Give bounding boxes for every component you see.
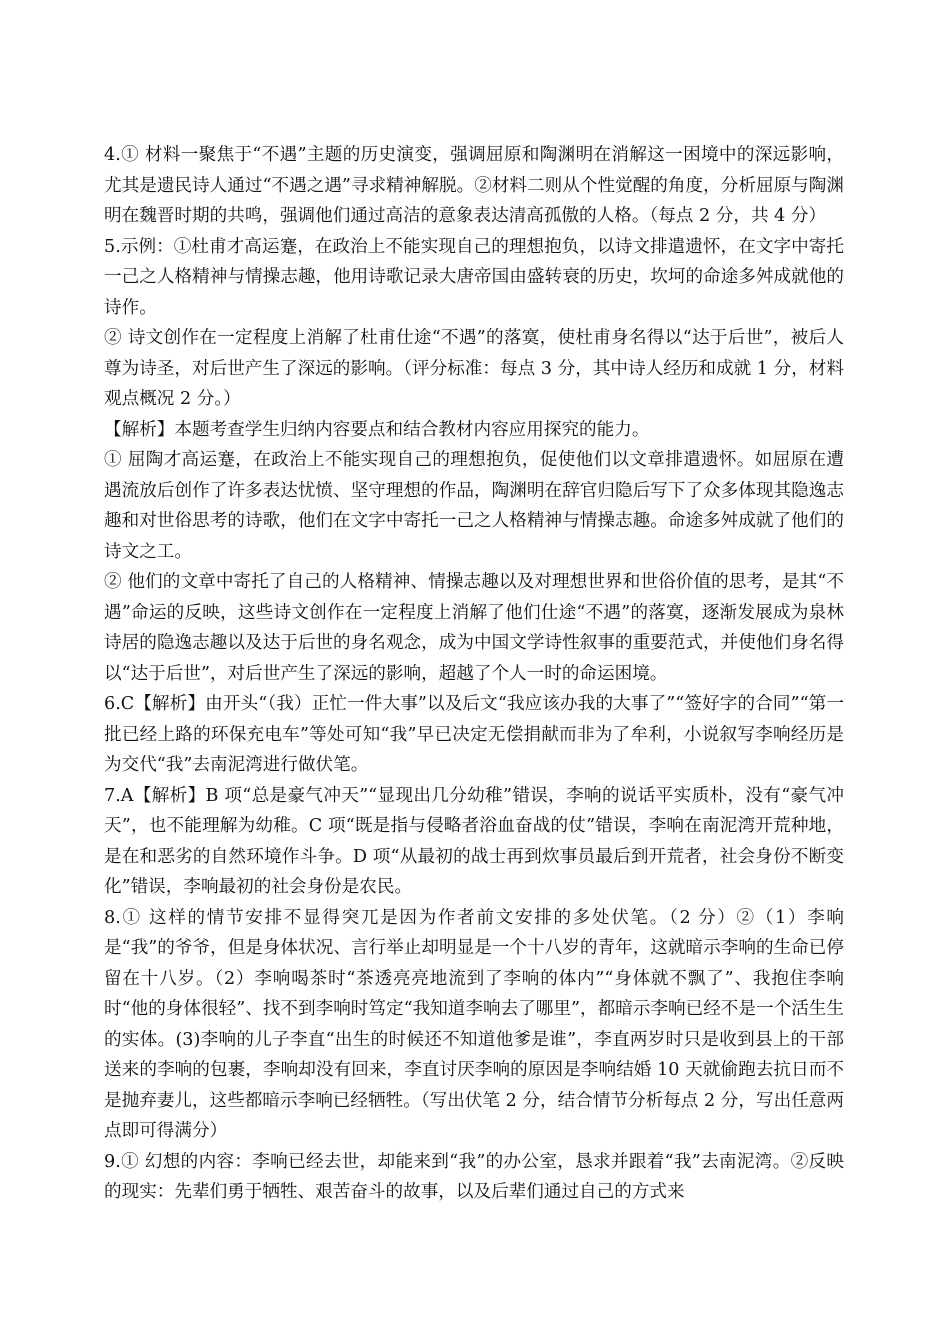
answer-7: 7.A【解析】B 项“总是豪气冲天”“显现出几分幼稚”错误，李响的说话平实质朴，没有“豪气冲天”，也不能理解为幼稚。C 项“既是指与侵略者浴血奋战的仗”错误，李响在南泥湾开荒种地，是在和恶劣的自然环境作斗争。D 项“从最初的战士再到炊事员最后到开荒者，社会身份不断变化”错误，李响最初的社会身份是农民。 [104, 785, 844, 897]
analysis-point-1: ① 屈陶才高运蹇，在政治上不能实现自己的理想抱负，促使他们以文章排遣遗怀。如屈原在遭遇流放后创作了许多表达忧愤、坚守理想的作品，陶渊明在辞官归隐后写下了众多体现其隐逸志趣和对世俗思考的诗歌，他们在文字中寄托一己之人格精神与情操志趣。命途多舛成就了他们的诗文之工。 [104, 450, 844, 562]
analysis-intro: 【解析】本题考查学生归纳内容要点和结合教材内容应用探究的能力。 [104, 419, 650, 440]
answer-6: 6.C【解析】由开头“（我）正忙一件大事”以及后文“我应该办我的大事了”“签好字的合同”“第一批已经上路的环保充电车”等处可知“我”早已决定无偿捐献而非为了牟利，小说叙写李响经历是为交代“我”去南泥湾进行做伏笔。 [104, 694, 844, 775]
answer-document [104, 140, 844, 1208]
answer-5-point-2: ② 诗文创作在一定程度上消解了杜甫仕途“不遇”的落寞，使杜甫身名得以“达于后世”，被后人尊为诗圣，对后世产生了深远的影响。（评分标准：每点 3 分，其中诗人经历和成就 1 分，材料观点概况 2 分。） [104, 328, 844, 409]
answer-8: 8.① 这样的情节安排不显得突兀是因为作者前文安排的多处伏笔。（2 分）②（1）李响是“我”的爷爷，但是身体状况、言行举止却明显是一个十八岁的青年，这就暗示李响的生命已停留在十八岁。（2）李响喝茶时“茶透亮亮地流到了李响的体内”“身体就不飘了”、我抱住李响时“他的身体很轻”、找不到李响时笃定“我知道李响去了哪里”，都暗示李响已经不是一个活生生的实体。(3)李响的儿子李直“出生的时候还不知道他爹是谁”，李直两岁时只是收到县上的干部送来的李响的包裹，李响却没有回来，李直讨厌李响的原因是李响结婚 10 天就偷跑去抗日而不是抛弃妻儿，这些都暗示李响已经牺牲。（写出伏笔 2 分，结合情节分析每点 2 分，写出任意两点即可得满分） [104, 907, 844, 1141]
answer-9: 9.① 幻想的内容：李响已经去世，却能来到“我”的办公室，恳求并跟着“我”去南泥湾。②反映的现实：先辈们勇于牺牲、艰苦奋斗的故事，以及后辈们通过自己的方式来 [104, 1151, 844, 1202]
answer-5-point-1: 5.示例：①杜甫才高运蹇，在政治上不能实现自己的理想抱负，以诗文排遣遗怀，在文字中寄托一己之人格精神与情操志趣，他用诗歌记录大唐帝国由盛转衰的历史，坎坷的命途多舛成就他的诗作。 [104, 236, 844, 318]
answer-4: 4.① 材料一聚焦于“不遇”主题的历史演变，强调屈原和陶渊明在消解这一困境中的深远影响，尤其是遗民诗人通过“不遇之遇”寻求精神解脱。②材料二则从个性觉醒的角度，分析屈原与陶渊明在魏晋时期的共鸣，强调他们通过高洁的意象表达清高孤傲的人格。（每点 2 分，共 4 分） [104, 145, 844, 226]
analysis-point-2: ② 他们的文章中寄托了自己的人格精神、情操志趣以及对理想世界和世俗价值的思考，是其“不遇”命运的反映，这些诗文创作在一定程度上消解了他们仕途“不遇”的落寞，逐渐发展成为泉林诗居的隐逸志趣以及达于后世的身名观念，成为中国文学诗性叙事的重要范式，并使他们身名得以“达于后世”，对后世产生了深远的影响，超越了个人一时的命运困境。 [104, 572, 844, 684]
